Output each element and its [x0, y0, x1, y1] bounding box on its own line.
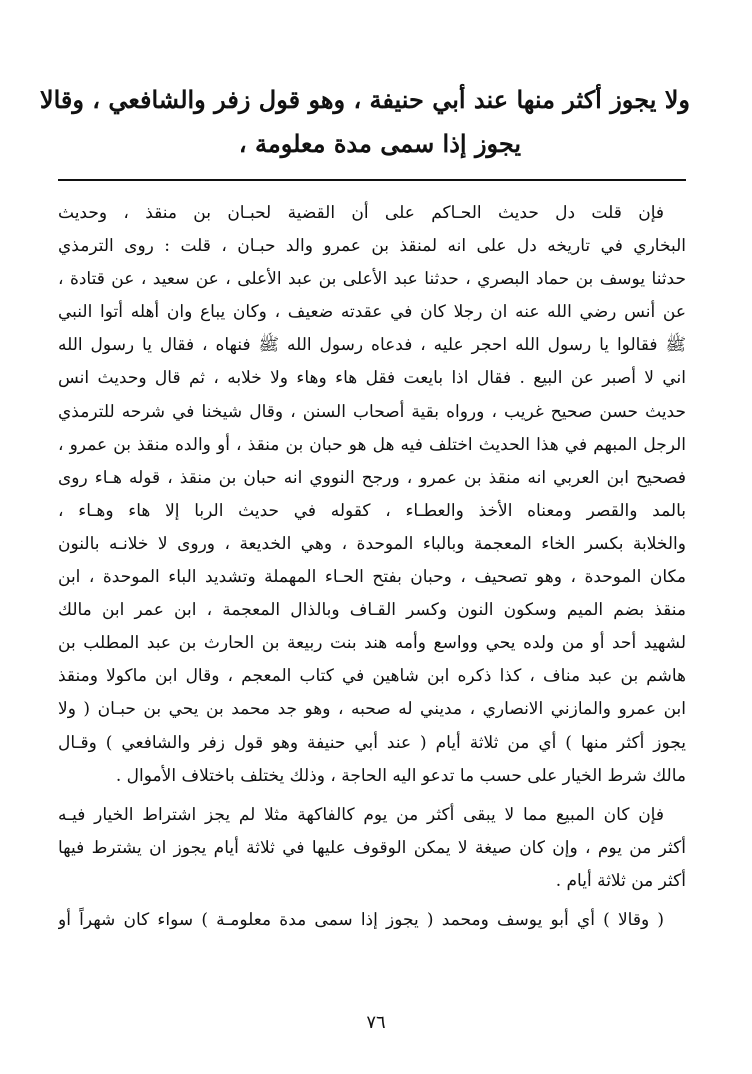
text-line: مكان الموحدة ، وهو تصحيف ، وحبان بفتح الحـاء المهملة وتشديد الباء الموحدة ، ابن — [58, 567, 686, 588]
text-line: ﷺ فقالوا يا رسول الله احجر عليه ، فدعاه رسول الله ﷺ فنهاه ، فقال يا رسول الله — [58, 335, 686, 356]
text-line: أكثر من ثلاثة أيام . — [555, 870, 686, 891]
separator-rule — [58, 179, 686, 181]
text-line: البخاري في تاريخه دل على انه لمنقذ بن عمرو والد حبـان ، قلت : روى الترمذي — [58, 236, 686, 257]
text-line: حدثنا يوسف بن حماد البصري ، حدثنا عبد الأعلى بن عبد الأعلى ، عن سعيد ، عن قتادة ، — [58, 269, 686, 290]
text-line: ابن عمرو والمازني الانصاري ، مديني له صحبه ، وهو جد محمد بن يحي بن حبـان ( ولا — [58, 699, 686, 720]
text-line: عن أنس رضي الله عنه ان رجلا كان في عقدته ضعيف ، وكان يباع وان أهله أتوا النبي — [58, 302, 686, 323]
text-line: منقذ بضم الميم وسكون النون وكسر القـاف وبالذال المعجمة ، ابن عمر ابن مالك — [58, 600, 686, 621]
text-line: لشهيد أحد أو من ولده يحي وواسع وأمه هند بنت ربيعة بن الحارث بن عبد المطلب بن — [58, 633, 686, 654]
text-line: فصحيح ابن العربي انه منقذ بن عمرو ، ورجح النووي انه حبان بن منقذ ، قوله هـاء روى — [58, 467, 686, 488]
commentary-text — [58, 197, 686, 937]
text-line: فإن كان المبيع مما لا يبقى أكثر من يوم كالفاكهة مثلا لم يجز اشتراط الخيار فيـه — [58, 804, 664, 825]
page-number: ٧٦ — [366, 1012, 386, 1033]
text-line: اني لا أصبر عن البيع . فقال اذا بايعت فقل هاء وهاء ولا خلابه ، ثم قال وحديث انس — [58, 368, 686, 389]
matn-line: يجوز إذا سمى مدة معلومة ، — [238, 129, 522, 158]
text-line: الرجل المبهم في هذا الحديث اختلف فيه هل هو حبان بن منقذ ، أو والده منقذ بن عمرو ، — [58, 434, 686, 455]
text-line: يجوز أكثر منها ) أي من ثلاثة أيام ( عند أبي حنيفة وهو قول زفر والشافعي ) وقـال — [58, 732, 686, 753]
text-line: فإن قلت دل حديث الحـاكم على أن القضية لحبـان بن منقذ ، وحديث — [58, 203, 664, 223]
text-line: مالك شرط الخيار على حسب ما تدعو اليه الحاجة ، وذلك يختلف باختلاف الأموال . — [115, 765, 686, 786]
text-line: حديث حسن صحيح غريب ، ورواه بقية أصحاب السنن ، وقال شيخنا في شرحه للترمذي — [58, 401, 686, 422]
text-line: بالمد والقصر ومعناه الأخذ والعطـاء ، كقوله في حديث الربا إلا هاء وهـاء ، — [58, 500, 686, 521]
matn-text — [39, 78, 690, 166]
text-line: ( وقالا ) أي أبو يوسف ومحمد ( يجوز إذا سمى مدة معلومـة ) سواء كان شهراً أو — [58, 909, 664, 930]
text-line: والخلابة بكسر الخاء المعجمة وبالباء الموحدة ، وهي الخديعة ، وروى لا خلانـه بالنون — [58, 533, 686, 554]
text-line: هاشم بن عبد مناف ، كذا ذكره ابن شاهين في كتاب المعجم ، وقال ابن ماكولا ومنقذ — [58, 666, 686, 687]
text-line: أكثر من يوم ، وإن كان صيغة لا يمكن الوقوف عليها في ثلاثة أيام يجوز ان يشترط فيها — [58, 837, 686, 858]
matn-line: ولا يجوز أكثر منها عند أبي حنيفة ، وهو قول زفر والشافعي ، وقالا — [39, 85, 690, 114]
